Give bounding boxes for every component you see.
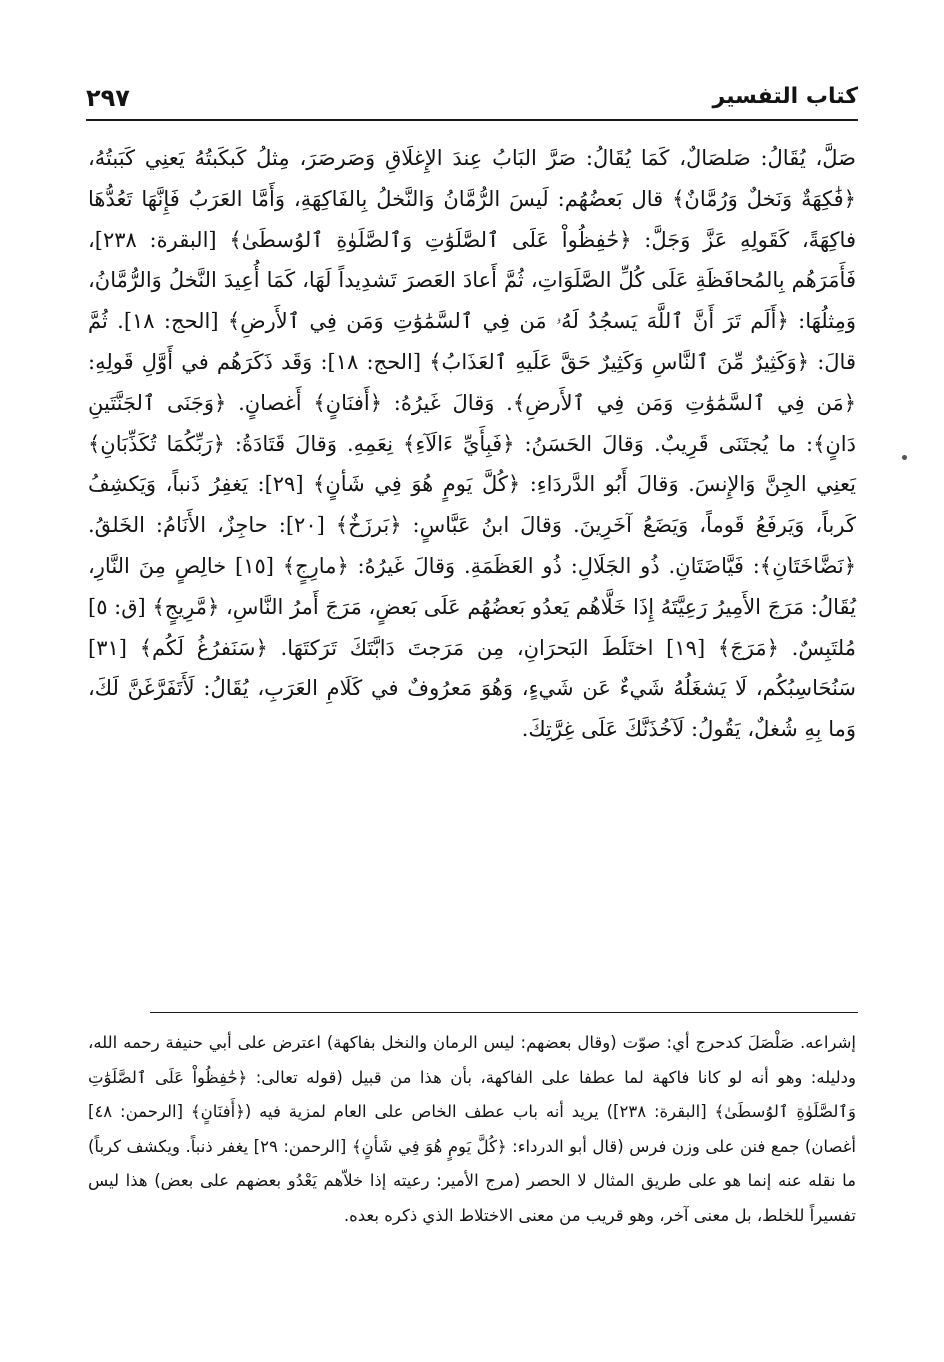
scan-speck: [902, 455, 907, 460]
page-header: [86, 80, 858, 120]
page-number: ٢٩٧: [86, 84, 130, 112]
main-paragraph: صَلَّ، يُقَالُ: صَلصَالٌ، كَمَا يُقَالُ: صَرَّ البَابُ عِندَ الإِغلَاقِ وَصَرصَرَ، مِثلُ كَبكَبتُهُ يَعنِي كَبَبتُهُ، ﴿فَٰكِهَةٌ وَنَخلٌ وَرُمَّانٌ﴾ قال بَعضُهُم: لَيسَ الرُّمَّانُ وَالنَّخلُ بِالفَاكِهَةِ، وَأَمَّا العَرَبُ فَإِنَّهَا تَعُدُّهَا فاكِهَةً، كَقَولِهِ عَزَّ وَجَلَّ: ﴿حَٰفِظُواْ عَلَى ٱلصَّلَوَٰتِ وَٱلصَّلَوٰةِ ٱلوُسطَىٰ﴾ [البقرة: ٢٣٨]، فَأَمَرَهُم بِالمُحافَظَةِ عَلَى كُلِّ الصَّلَوَاتِ، ثُمَّ أَعادَ العَصرَ تَشدِيداً لَهَا، كَمَا أُعِيدَ النَّخلُ وَالرُّمَّانُ، وَمِثلُهَا: ﴿أَلَم تَرَ أَنَّ ٱللَّهَ يَسجُدُ لَهُۥ مَن فِي ٱلسَّمَٰوَٰتِ وَمَن فِي ٱلأَرضِ﴾ [الحج: ١٨]. ثُمَّ قالَ: ﴿وَكَثِيرٌ مِّنَ ٱلنَّاسِ وَكَثِيرٌ حَقَّ عَلَيهِ ٱلعَذَابُ﴾ [الحج: ١٨]: وَقَد ذَكَرَهُم في أَوَّلِ قَولِهِ: ﴿مَن فِي ٱلسَّمَٰوَٰتِ وَمَن فِي ٱلأَرضِ﴾. وَقالَ غَيرُهُ: ﴿أَفنَانٍ﴾ أَغصانٍ. ﴿وَجَنَى ٱلجَنَّتَينِ دَانٍ﴾: ما يُجتَنَى قَرِيبٌ. وَقالَ الحَسَنُ: ﴿فَبِأَيِّ ءَالَآءِ﴾ نِعَمِهِ. وَقالَ قَتَادَةُ: ﴿رَبِّكُمَا تُكَذِّبَانِ﴾ يَعنِي الجِنَّ وَالإِنسَ. وَقالَ أَبُو الدَّردَاءِ: ﴿كُلَّ يَومٍ هُوَ فِي شَأنٍ﴾ [٢٩]: يَغفِرُ ذَنباً، وَيَكشِفُ كَرباً، وَيَرفَعُ قَوماً، وَيَضَعُ آخَرِينَ. وَقالَ ابنُ عَبَّاسٍ: ﴿بَرزَخٌ﴾ [٢٠]: حاجِزٌ، الأَنَامُ: الخَلقُ. ﴿نَضَّاخَتَانِ﴾: فَيَّاضَتَانِ. ذُو الجَلَالِ: ذُو العَظَمَةِ. وَقالَ غَيرُهُ: ﴿مارِجٍ﴾ [١٥] خالِصٍ مِنَ النَّارِ، يُقَالُ: مَرَجَ الأَمِيرُ رَعِيَّتَهُ إِذَا خَلَّاهُم يَعدُو بَعضُهُم عَلَى بَعضٍ، مَرَجَ أَمرُ النَّاسِ، ﴿مَّرِيجٍ﴾ [ق: ٥] مُلتَبِسٌ. ﴿مَرَجَ﴾ [١٩] اختَلَطَ البَحرَانِ، مِن مَرَجتَ دَابَّتَكَ تَرَكتَهَا. ﴿سَنَفرُغُ لَكُم﴾ [٣١] سَنُحَاسِبُكُم، لَا يَشغَلُهُ شَيءٌ عَن شَيءٍ، وَهُوَ مَعرُوفٌ في كَلَامِ العَرَبِ، يُقَالُ: لَأَتَفَرَّغَنَّ لَكَ، وَما بِهِ شُغلٌ، يَقُولُ: لَآخُذَنَّكَ عَلَى غِرَّتِكَ.: [88, 146, 856, 742]
footnote-paragraph: إشراعه. صَلْصَلَ كدحرج أي: صوّت (وقال بعضهم: ليس الرمان والنخل بفاكهة) اعترض على أبي حنيفة رحمه الله، ودليله: وهو أنه لو كانا فاكهة لما عطفا على الفاكهة، بأن هذا من قبيل (قوله تعالى: ﴿حَٰفِظُواْ عَلَى ٱلصَّلَوَٰتِ وَٱلصَّلَوٰةِ ٱلوُسطَىٰ﴾ [البقرة: ٢٣٨]) يريد أنه باب عطف الخاص على العام لمزية فيه (﴿أَفنَانٍ﴾ [الرحمن: ٤٨] أغصان) جمع فنن على وزن فرس (قال أبو الدرداء: ﴿كُلَّ يَومٍ هُوَ فِي شَأنٍ﴾ [الرحمن: ٢٩] يغفر ذنباً. ويكشف كرباً) ما نقله عنه إنما هو على طريق المثال لا الحصر (مرج الأمير: رعيته إذا خلاّهم يَعْدُو بعضهم على بعض) هذا ليس تفسيراً للخلط، بل معنى آخر، وهو قريب من معنى الاختلاط الذي ذكره بعده.: [88, 1033, 856, 1225]
main-text-block: [88, 138, 856, 750]
footnote-divider: [150, 1012, 858, 1013]
footnotes-block: [88, 1026, 856, 1234]
book-title: كتاب التفسير: [712, 84, 858, 109]
header-divider: [86, 119, 858, 121]
